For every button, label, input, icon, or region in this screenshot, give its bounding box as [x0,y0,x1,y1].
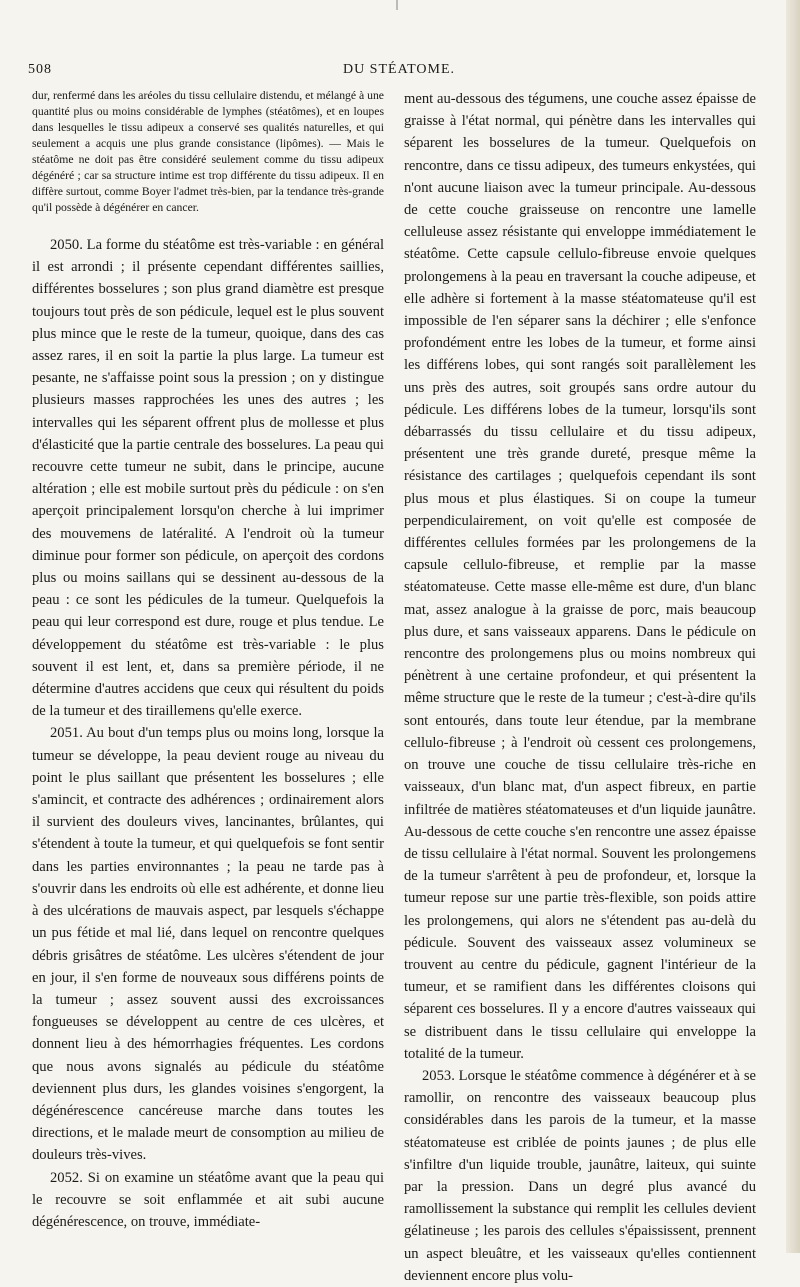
paragraph-2052-continued: ment au-dessous des tégumens, une couche assez épaisse de graisse à l'état normal, qui pénètre dans les intervalles qui séparent les bosselures de la tumeur. Quelquefois on rencontre, dans ce tissu adipeux, des tumeurs enkystées, qui n'ont aucune liaison avec la tumeur principale. Au-dessous de cette couche graisseuse on rencontre une lamelle celluleuse assez résistante qui enveloppe immédiatement le stéatôme. Cette capsule cellulo-fibreuse envoie quelques prolongemens à la peau en traversant la couche adipeuse, et elle adhère si fortement à la masse stéatomateuse qu'il est impossible de l'en séparer sans la déchirer ; elle s'enfonce profondément entre les lobes de la tumeur, et forme ainsi les différens lobes, qui sont rangés soit parallèlement les uns près des autres, soit groupés sans ordre autour du pédicule. Les différens lobes de la tumeur, lorsqu'ils sont débarrassés du tissu cellulaire et du tissu adipeux, présentent une très grande dureté, presque même la résistance des cartilages ; quelquefois cependant ils sont plus mous et plus élastiques. Si on coupe la tumeur perpendiculairement, on voit qu'elle est composée de différentes cellules formées par les prolongemens de la capsule cellulo-fibreuse, et remplie par la masse stéatomateuse. Cette masse elle-même est dure, d'un blanc mat, assez analogue à la graisse de porc, mais beaucoup plus dure, et sans vaisseaux apparens. Dans le pédicule on rencontre des prolongemens plus ou moins nombreux qui pénètrent à une certaine profondeur, et qui présentent la même structure que le reste de la tumeur ; c'est-à-dire qu'ils sont entourés, dans toute leur étendue, par la membrane cellulo-fibreuse ; à l'endroit où cessent ces prolongemens, on trouve une couche de tissu cellulaire très-riche en vaisseaux, d'un blanc mat, d'un aspect fibreux, en partie infiltrée de matières stéatomateuses et d'un liquide jaunâtre. Au-dessous de cette couche s'en rencontre une assez épaisse de tissu cellulaire à l'état normal. Souvent les prolongemens de la tumeur s'arrêtent à peu de profondeur, et, lorsque la tumeur repose sur une partie très-flexible, son poids attire les prolongemens, qui alors ne s'étendent pas au-delà du pédicule. Souvent des vaisseaux assez volumineux se trouvent au centre du pédicule, gagnent l'intérieur de la tumeur, et se ramifient dans les différentes cloisons qui séparent ces bosselures. Il y a encore d'autres vaisseaux qui se distribuent dans le tissu cellulaire qui enveloppe la totalité de la tumeur. [404,91,756,1062]
gutter-mark [396,0,398,10]
paragraph-2053: 2053. Lorsque le stéatôme commence à dégénérer et à se ramollir, on rencontre des vaisseaux beaucoup plus considérables dans les parois de la tumeur, et la masse stéatomateuse est criblée de points jaunes ; de plus elle s'infiltre d'un liquide trouble, jaunâtre, laiteux, qui suinte par la pression. Dans un degré plus avancé du ramollissement la substance qui remplit les cellules devient gélatineuse ; les parois des cellules s'épaississent, prennent un aspect bleuâtre, et les vaisseaux qu'elles contiennent deviennent encore plus volu- [404,1067,756,1284]
left-column [32,88,384,1233]
small-print-paragraph: dur, renfermé dans les aréoles du tissu cellulaire distendu, et mélangé à une quantité plus ou moins considérable de lymphes (stéatômes), et en loupes dans lesquelles le tissu adipeux a conservé ses qualités naturelles, et qui seulement a acquis une plus grande consistance (lipômes). — Mais le stéatôme ne doit pas être considéré seulement comme du tissu adipeux dégénéré ; car sa structure intime est trop différente du tissu adipeux. Il en diffère surtout, comme Boyer l'admet très-bien, par la tendance très-grande qu'il possède à dégénérer en cancer. [32,89,384,214]
paragraph-2050: 2050. La forme du stéatôme est très-variable : en général il est arrondi ; il présente cependant différentes saillies, différentes bosselures ; son plus grand diamètre est presque toujours tout près de son pédicule, lequel est le plus souvent plus mince que le reste de la tumeur, quoique, dans des cas assez rares, il en soit la partie la plus large. La tumeur est pesante, ne s'affaisse point sous la pression ; on y distingue plusieurs masses rapprochées les unes des autres ; les intervalles qui les séparent offrent plus de mollesse et plus d'élasticité que la partie centrale des bosselures. La peau qui recouvre cette tumeur ne subit, dans le principe, aucune altération ; elle est mobile surtout près du pédicule : on s'en aperçoit principalement lorsqu'on cherche à lui imprimer des mouvemens de latéralité. A l'endroit où la tumeur diminue pour former son pédicule, on aperçoit des cordons plus ou moins saillans qui se dessinent au-dessous de la peau : ce sont les pédicules de la tumeur. Quelquefois la peau qui leur correspond est dure, rouge et plus tendue. Le développement du stéatôme est très-variable : le plus souvent il est lent, et, dans sa première période, il ne détermine d'autres accidens que ceux qui résultent du poids de la tumeur et des tiraillemens qu'elle exerce. [32,237,384,720]
running-title: DU STÉATOME. [342,62,456,77]
paragraph-2052: 2052. Si on examine un stéatôme avant que la peau qui le recouvre se soit enflammée et ait subi aucune dégénérescence, on trouve, immédiate- [32,1169,384,1230]
page-edge [786,0,800,1253]
right-column [404,88,756,1287]
page-number: 508 [28,62,52,77]
paragraph-2051: 2051. Au bout d'un temps plus ou moins long, lorsque la tumeur se développe, la peau devient rouge au niveau du point le plus saillant que présentent les bosselures ; elle s'amincit, et contracte des adhérences ; ordinairement alors il survient des douleurs vives, lancinantes, brûlantes, qui s'étendent à toute la tumeur, et qui quelquefois se font sentir dans les parties environnantes ; la peau ne tarde pas à s'ouvrir dans les endroits où elle est adhérente, et donne lieu à des ulcérations de mauvais aspect, par lesquels s'échappe un pus fétide et mal lié, dans lequel on rencontre quelques débris grisâtres de stéatôme. Les ulcères s'étendent de jour en jour, il s'en forme de nouveaux sous différens points de la tumeur ; assez souvent aussi des excroissances fongueuses se développent au centre de ces ulcères, et donnent lieu à des hémorrhagies fréquentes. Les cordons que nous avons signalés au pédicule du stéatôme deviennent plus durs, les glandes voisines s'engorgent, la dégénérescence cancéreuse marche dans toutes les directions, et le malade meurt de consomption au milieu de douleurs très-vives. [32,725,384,1164]
